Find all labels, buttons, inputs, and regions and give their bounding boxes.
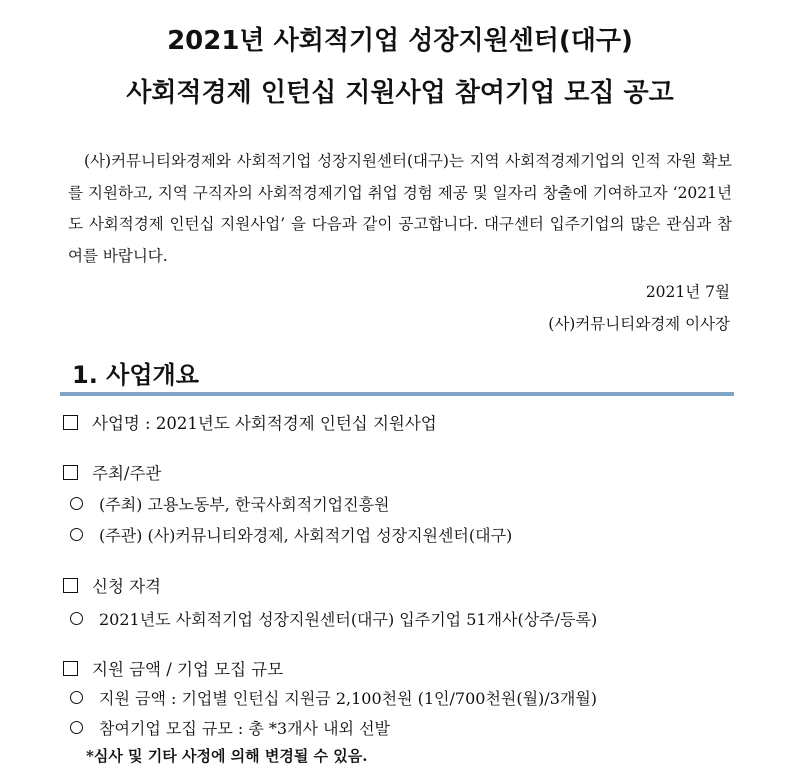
- footnote: *심사 및 기타 사정에 의해 변경될 수 있음.: [86, 747, 368, 765]
- host-heading-row: [63, 460, 161, 484]
- intro-section: [68, 146, 732, 272]
- support-item-text: 지원 금액 : 기업별 인턴십 지원금 2,100천원 (1인/700천원(월)/3개월): [99, 689, 598, 708]
- page-title: 2021년 사회적기업 성장지원센터(대구): [167, 26, 633, 56]
- section-divider: [60, 392, 734, 396]
- circle-bullet-icon: [70, 528, 83, 541]
- section-title: 1. 사업개요: [72, 361, 199, 389]
- eligibility-heading: 신청 자격: [92, 577, 162, 596]
- square-bullet-icon: [63, 415, 78, 430]
- circle-bullet-icon: [70, 497, 83, 510]
- list-item: [70, 716, 390, 739]
- support-heading: 지원 금액 / 기업 모집 규모: [92, 660, 284, 679]
- intro-paragraph: (사)커뮤니티와경제와 사회적기업 성장지원센터(대구)는 지역 사회적경제기업의 인적 자원 확보를 지원하고, 지역 구직자의 사회적경제기업 취업 경험 제공 및 일자리 창출에 기여하고자 ‘2021년도 사회적경제 인턴십 지원사업’ 을 다음과 같이 공고합니다. 대구센터 입주기업의 많은 관심과 참여를 바랍니다.: [68, 152, 732, 265]
- square-bullet-icon: [63, 578, 78, 593]
- business-name-row: [63, 410, 437, 434]
- list-item: [70, 523, 512, 546]
- signature: (사)커뮤니티와경제 이사장: [548, 315, 730, 333]
- list-item: [70, 686, 597, 709]
- eligibility-item-text: 2021년도 사회적기업 성장지원센터(대구) 입주기업 51개사(상주/등록): [99, 610, 598, 629]
- host-item-text: (주관) (사)커뮤니티와경제, 사회적기업 성장지원센터(대구): [99, 526, 513, 545]
- host-item-text: (주최) 고용노동부, 한국사회적기업진흥원: [99, 495, 390, 514]
- square-bullet-icon: [63, 661, 78, 676]
- page-subtitle: 사회적경제 인턴십 지원사업 참여기업 모집 공고: [126, 78, 674, 108]
- list-item: [70, 492, 390, 515]
- announcement-date: 2021년 7월: [645, 283, 730, 301]
- business-name-text: 사업명 : 2021년도 사회적경제 인턴십 지원사업: [92, 414, 437, 433]
- host-heading: 주최/주관: [92, 464, 162, 483]
- support-item-text: 참여기업 모집 규모 : 총 *3개사 내외 선발: [99, 719, 391, 738]
- square-bullet-icon: [63, 465, 78, 480]
- eligibility-heading-row: [63, 573, 161, 597]
- circle-bullet-icon: [70, 691, 83, 704]
- circle-bullet-icon: [70, 612, 83, 625]
- support-heading-row: [63, 656, 283, 680]
- list-item: [70, 607, 597, 630]
- circle-bullet-icon: [70, 721, 83, 734]
